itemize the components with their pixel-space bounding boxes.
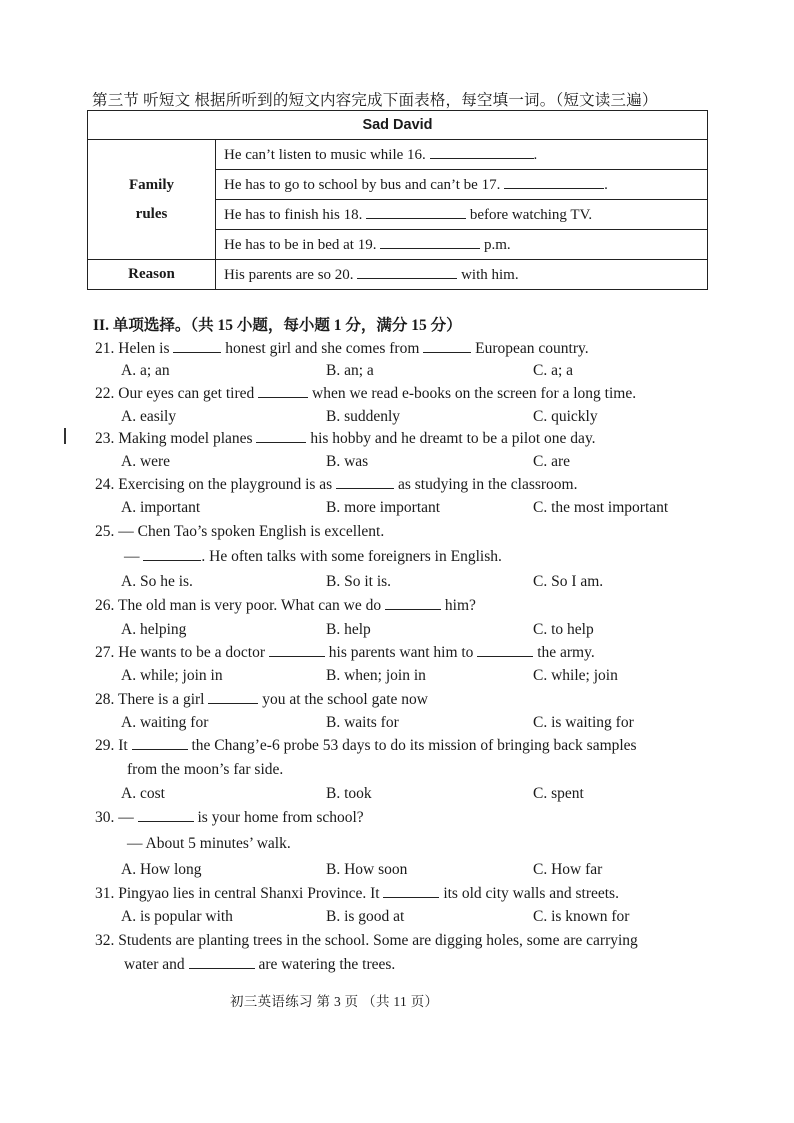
question-text: the army. (537, 644, 595, 661)
option-c[interactable]: C. quickly (533, 408, 598, 425)
option-c[interactable]: C. are (533, 453, 571, 470)
option-b[interactable]: B. help (326, 621, 371, 638)
option-c[interactable]: C. is waiting for (533, 714, 634, 731)
answer-blank[interactable] (269, 644, 325, 657)
question-number: 26. (95, 597, 115, 614)
question-number: 28. (95, 691, 115, 708)
question-30 (95, 808, 364, 828)
question-text: is your home from school? (197, 809, 364, 826)
sad-david-table (87, 110, 708, 290)
question-text: Students are planting trees in the school. Some are digging holes, some are carrying (118, 932, 638, 949)
question-text: Our eyes can get tired (118, 385, 255, 402)
question-text: him? (444, 597, 476, 614)
question-23 (95, 429, 596, 449)
answer-blank[interactable] (423, 340, 471, 353)
question-27 (95, 643, 595, 663)
margin-mark (64, 428, 66, 444)
question-24 (95, 475, 577, 495)
question-text: Exercising on the playground is as (118, 476, 333, 493)
option-c[interactable]: C. to help (533, 621, 594, 638)
answer-blank[interactable] (138, 809, 194, 822)
question-22 (95, 384, 636, 404)
table-cell-17 (216, 170, 708, 200)
question-text: European country. (475, 340, 589, 357)
question-text: — (124, 548, 140, 565)
question-text: water and (124, 956, 185, 973)
cell-text: p.m. (483, 236, 511, 253)
question-number: 23. (95, 430, 115, 447)
question-29-line2 (127, 760, 283, 780)
answer-blank-18[interactable] (366, 206, 466, 219)
answer-blank[interactable] (477, 644, 533, 657)
option-b[interactable]: B. when; join in (326, 667, 426, 684)
option-c[interactable]: C. while; join (533, 667, 618, 684)
cell-text: . (533, 146, 538, 163)
question-number: 31. (95, 885, 115, 902)
option-a[interactable]: A. were (121, 453, 171, 470)
answer-blank[interactable] (385, 597, 441, 610)
question-number: 24. (95, 476, 115, 493)
cell-text: before watching TV. (469, 206, 593, 223)
cell-text: He has to finish his 18. (224, 206, 363, 223)
option-b[interactable]: B. So it is. (326, 573, 392, 590)
answer-blank[interactable] (383, 885, 439, 898)
question-text: when we read e-books on the screen for a long time. (312, 385, 637, 402)
answer-blank-20[interactable] (357, 266, 457, 279)
question-text: Helen is (118, 340, 170, 357)
answer-blank[interactable] (336, 476, 394, 489)
question-text: you at the school gate now (262, 691, 428, 708)
cell-text: He has to go to school by bus and can’t be 17. (224, 176, 501, 193)
answer-blank[interactable] (256, 430, 306, 443)
option-a[interactable]: A. easily (121, 408, 177, 425)
question-number: 27. (95, 644, 115, 661)
answer-blank-16[interactable] (430, 146, 534, 159)
option-a[interactable]: A. a; an (121, 362, 170, 379)
question-text: the Chang’e-6 probe 53 days to do its mission of bringing back samples (191, 737, 637, 754)
question-number: 25. (95, 523, 115, 540)
option-b[interactable]: B. an; a (326, 362, 374, 379)
question-number: 30. (95, 809, 115, 826)
question-25-reply (124, 547, 502, 567)
question-text: He wants to be a doctor (118, 644, 266, 661)
question-26 (95, 596, 476, 616)
option-c[interactable]: C. a; a (533, 362, 574, 379)
option-c[interactable]: C. So I am. (533, 573, 604, 590)
answer-blank-19[interactable] (380, 236, 480, 249)
table-header-row (88, 111, 708, 140)
question-number: 32. (95, 932, 115, 949)
option-a[interactable]: A. How long (121, 861, 202, 878)
question-number: 29. (95, 737, 115, 754)
question-text: The old man is very poor. What can we do (117, 597, 382, 614)
table-cell-16 (216, 140, 708, 170)
option-c[interactable]: C. How far (533, 861, 603, 878)
question-text: Making model planes (118, 430, 253, 447)
question-text: as studying in the classroom. (397, 476, 578, 493)
question-32-line2 (124, 955, 395, 975)
question-text: It (118, 737, 128, 754)
family-label-line1: Family (129, 176, 174, 193)
table-row (88, 260, 708, 290)
question-text: There is a girl (117, 691, 205, 708)
option-b[interactable]: B. suddenly (326, 408, 401, 425)
answer-blank[interactable] (143, 548, 201, 561)
cell-text: with him. (461, 266, 519, 283)
answer-blank-17[interactable] (504, 176, 604, 189)
answer-blank[interactable] (208, 691, 258, 704)
answer-blank[interactable] (258, 385, 308, 398)
question-text: Pingyao lies in central Shanxi Province. It (118, 885, 380, 902)
question-30-reply (127, 834, 291, 854)
cell-text: . (604, 176, 608, 193)
option-b[interactable]: B. more important (326, 499, 441, 516)
option-a[interactable]: A. cost (121, 785, 165, 802)
option-c[interactable]: C. spent (533, 785, 584, 802)
question-text: his parents want him to (328, 644, 474, 661)
question-number: 21. (95, 340, 115, 357)
option-b[interactable]: B. was (326, 453, 369, 470)
table-row (88, 140, 708, 170)
cell-text: He can’t listen to music while 16. (224, 146, 426, 163)
question-text: are watering the trees. (258, 956, 396, 973)
option-a[interactable]: A. helping (121, 621, 187, 638)
reason-label: Reason (88, 260, 216, 290)
family-label-line2: rules (135, 205, 168, 222)
section3-title: 第三节 听短文 根据所听到的短文内容完成下面表格，每空填一词。（短文读三遍） (92, 92, 658, 109)
table-cell-19 (216, 230, 708, 260)
option-c[interactable]: C. is known for (533, 908, 630, 925)
option-a[interactable]: A. So he is. (121, 573, 193, 590)
question-29 (95, 736, 637, 756)
question-32 (95, 931, 638, 951)
option-b[interactable]: B. waits for (326, 714, 399, 731)
question-25 (95, 522, 384, 542)
option-c[interactable]: C. the most important (533, 499, 669, 516)
option-b[interactable]: B. took (326, 785, 372, 802)
question-text: — Chen Tao’s spoken English is excellent. (118, 523, 385, 540)
question-text: honest girl and she comes from (225, 340, 420, 357)
part2-title: II. 单项选择。（共 15 小题，每小题 1 分，满分 15 分） (93, 317, 462, 334)
answer-blank[interactable] (173, 340, 221, 353)
option-a[interactable]: A. while; join in (121, 667, 223, 684)
question-number: 22. (95, 385, 115, 402)
family-rules-label (88, 140, 216, 260)
option-a[interactable]: A. important (121, 499, 201, 516)
option-b[interactable]: B. How soon (326, 861, 408, 878)
answer-blank[interactable] (132, 737, 188, 750)
question-text: . He often talks with some foreigners in English. (201, 548, 502, 565)
question-text: — (118, 809, 134, 826)
option-a[interactable]: A. waiting for (121, 714, 209, 731)
answer-blank[interactable] (189, 956, 255, 969)
question-28 (95, 690, 428, 710)
question-text: from the moon’s far side. (127, 761, 284, 778)
table-header: Sad David (88, 111, 708, 140)
page-footer: 初三英语练习 第 3 页 （共 11 页） (230, 994, 439, 1009)
option-b[interactable]: B. is good at (326, 908, 405, 925)
question-text: — About 5 minutes’ walk. (127, 835, 291, 852)
question-31 (95, 884, 619, 904)
cell-text: He has to be in bed at 19. (224, 236, 377, 253)
table-cell-18 (216, 200, 708, 230)
cell-text: His parents are so 20. (224, 266, 354, 283)
question-text: his hobby and he dreamt to be a pilot one day. (310, 430, 596, 447)
option-a[interactable]: A. is popular with (121, 908, 233, 925)
question-21 (95, 339, 589, 359)
table-cell-20 (216, 260, 708, 290)
question-text: its old city walls and streets. (443, 885, 619, 902)
